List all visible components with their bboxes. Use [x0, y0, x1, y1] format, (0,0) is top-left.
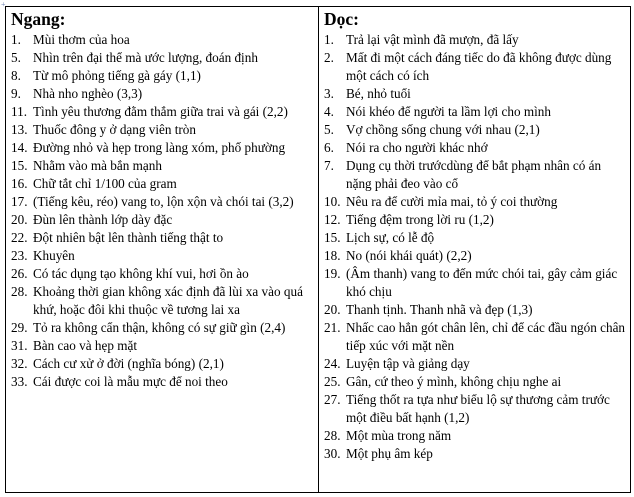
- across-clue-text: Khuyên: [33, 248, 75, 263]
- across-clue-number: 16.: [11, 176, 28, 191]
- down-clue: [324, 121, 630, 139]
- across-clue-number: 17.: [11, 194, 28, 209]
- across-clue-number: 8.: [11, 68, 21, 83]
- down-clue-number: 6.: [324, 140, 334, 155]
- down-clue-number: 15.: [324, 230, 341, 245]
- across-column: [6, 7, 319, 492]
- down-clue-text: Dụng cụ thời trướcdùng để bắt phạm nhân có án nặng phải đeo vào cổ: [346, 158, 602, 191]
- across-clue-number: 33.: [11, 374, 28, 389]
- down-clue: [324, 103, 630, 121]
- crossword-clue-table: [5, 6, 631, 493]
- across-clue-text: Tình yêu thương đằm thắm giữa trai và gái (2,2): [33, 104, 288, 119]
- across-clue: [11, 49, 318, 67]
- across-clue-number: 15.: [11, 158, 28, 173]
- down-clue: [324, 31, 630, 49]
- across-clue: [11, 319, 318, 337]
- across-clue: [11, 139, 318, 157]
- down-clue-number: 7.: [324, 158, 334, 173]
- down-clue-number: 5.: [324, 122, 334, 137]
- down-clue-text: Nêu ra để cười mỉa mai, tỏ ý coi thường: [346, 194, 558, 209]
- down-clue-text: Tiếng đệm trong lời ru (1,2): [346, 212, 494, 227]
- across-clue-number: 14.: [11, 140, 28, 155]
- across-clue-number: 22.: [11, 230, 28, 245]
- down-clue: [324, 355, 630, 373]
- across-heading: Ngang:: [11, 9, 66, 29]
- across-clue: [11, 337, 318, 355]
- across-clue-number: 13.: [11, 122, 28, 137]
- across-clue: [11, 283, 318, 319]
- down-clue: [324, 247, 630, 265]
- across-clue: [11, 67, 318, 85]
- down-clue-text: Gân, cứ theo ý mình, không chịu nghe ai: [346, 374, 562, 389]
- down-clue: [324, 211, 630, 229]
- across-clue-text: Cách cư xử ở đời (nghĩa bóng) (2,1): [33, 356, 224, 371]
- across-clue-text: Tỏ ra không cẩn thận, không có sự giữ gìn (2,4): [33, 320, 286, 335]
- down-clue-text: Nói khéo để người ta lầm lợi cho mình: [346, 104, 551, 119]
- across-clue-text: Bàn cao và hẹp mặt: [33, 338, 137, 353]
- down-clue-number: 10.: [324, 194, 341, 209]
- across-clue-number: 1.: [11, 32, 21, 47]
- down-clue-text: Nói ra cho người khác nhớ: [346, 140, 488, 155]
- down-clue: [324, 391, 630, 427]
- down-clue-text: Thanh tịnh. Thanh nhã và đẹp (1,3): [346, 302, 533, 317]
- across-clue-number: 32.: [11, 356, 28, 371]
- down-clue-number: 25.: [324, 374, 341, 389]
- down-clue-number: 18.: [324, 248, 341, 263]
- down-clue-number: 24.: [324, 356, 341, 371]
- down-clue: [324, 373, 630, 391]
- across-clue: [11, 157, 318, 175]
- down-clue-text: Mất đi một cách đáng tiếc do đã không được dùng một cách có ích: [346, 50, 612, 83]
- down-clue-text: No (nói khái quát) (2,2): [346, 248, 472, 263]
- across-clue-number: 29.: [11, 320, 28, 335]
- down-clue-number: 4.: [324, 104, 334, 119]
- down-clue: [324, 139, 630, 157]
- across-clue-number: 28.: [11, 284, 28, 299]
- down-clue: [324, 427, 630, 445]
- down-clue-text: Vợ chồng sống chung với nhau (2,1): [346, 122, 540, 137]
- down-clue-number: 21.: [324, 320, 341, 335]
- across-clue-text: Từ mô phỏng tiếng gà gáy (1,1): [33, 68, 201, 83]
- down-clue-text: Trả lại vật mình đã mượn, đã lấy: [346, 32, 519, 47]
- down-clue-number: 19.: [324, 266, 341, 281]
- down-clue-number: 20.: [324, 302, 341, 317]
- down-clue-number: 1.: [324, 32, 334, 47]
- across-clue: [11, 373, 318, 391]
- down-clue: [324, 319, 630, 355]
- across-clue-number: 20.: [11, 212, 28, 227]
- across-clue: [11, 85, 318, 103]
- down-clue-number: 2.: [324, 50, 334, 65]
- down-clue-text: Luyện tập và giảng dạy: [346, 356, 470, 371]
- down-clue-text: Tiếng thốt ra tựa như biểu lộ sự thương cảm trước một điều bất hạnh (1,2): [346, 392, 610, 425]
- across-clue-text: Cái được coi là mẫu mực để noi theo: [33, 374, 228, 389]
- across-clue-text: Đường nhỏ và hẹp trong làng xóm, phố phường: [33, 140, 286, 155]
- across-clue-number: 23.: [11, 248, 28, 263]
- across-clue-text: Nhằm vào mà bắn mạnh: [33, 158, 162, 173]
- across-clue-text: Mùi thơm của hoa: [33, 32, 130, 47]
- down-clue: [324, 229, 630, 247]
- down-clue: [324, 301, 630, 319]
- across-clue: [11, 247, 318, 265]
- across-clue: [11, 31, 318, 49]
- down-clue: [324, 85, 630, 103]
- table-move-handle-icon[interactable]: +: [1, 0, 6, 9]
- across-clue-list: [11, 31, 318, 391]
- across-clue-text: Thuốc đông y ở dạng viên tròn: [33, 122, 196, 137]
- across-clue-text: Đột nhiên bật lên thành tiếng thật to: [33, 230, 224, 245]
- down-clue-text: Bé, nhỏ tuổi: [346, 86, 411, 101]
- down-clue: [324, 157, 630, 193]
- across-clue-text: Nhà nho nghèo (3,3): [33, 86, 143, 101]
- down-clue-text: Một mùa trong năm: [346, 428, 452, 443]
- across-clue-text: Đùn lên thành lớp dày đặc: [33, 212, 173, 227]
- down-clue-text: Một phụ âm kép: [346, 446, 433, 461]
- across-clue-text: (Tiếng kêu, réo) vang to, lộn xộn và chói tai (3,2): [33, 194, 294, 209]
- across-clue-number: 31.: [11, 338, 28, 353]
- across-clue: [11, 211, 318, 229]
- down-clue: [324, 265, 630, 301]
- down-column: [319, 7, 630, 492]
- down-heading: Dọc:: [324, 9, 359, 29]
- down-clue: [324, 445, 630, 463]
- down-clue-text: Nhấc cao hẳn gót chân lên, chỉ để các đầu ngón chân tiếp xúc với mặt nền: [346, 320, 626, 353]
- down-clue-number: 27.: [324, 392, 341, 407]
- down-clue-number: 3.: [324, 86, 334, 101]
- across-clue: [11, 355, 318, 373]
- across-clue-text: Khoảng thời gian không xác định đã lùi xa vào quá khứ, hoặc đôi khi thuộc về tương lai xa: [33, 284, 303, 317]
- down-clue-number: 30.: [324, 446, 341, 461]
- down-clue-text: (Âm thanh) vang to đến mức chói tai, gây cảm giác khó chịu: [346, 266, 618, 299]
- across-clue-text: Nhìn trên đại thể mà ước lượng, đoán định: [33, 50, 258, 65]
- across-clue-number: 26.: [11, 266, 28, 281]
- across-clue: [11, 229, 318, 247]
- across-clue: [11, 103, 318, 121]
- across-clue-number: 11.: [11, 104, 27, 119]
- down-clue-text: Lịch sự, có lễ độ: [346, 230, 435, 245]
- down-clue-number: 12.: [324, 212, 341, 227]
- down-clue-list: [324, 31, 630, 463]
- across-clue-number: 5.: [11, 50, 21, 65]
- down-clue: [324, 193, 630, 211]
- across-clue-number: 9.: [11, 86, 21, 101]
- down-clue: [324, 49, 630, 85]
- across-clue: [11, 265, 318, 283]
- across-clue: [11, 175, 318, 193]
- across-clue-text: Chữ tắt chỉ 1/100 của gram: [33, 176, 177, 191]
- across-clue: [11, 121, 318, 139]
- down-clue-number: 28.: [324, 428, 341, 443]
- across-clue: [11, 193, 318, 211]
- across-clue-text: Có tác dụng tạo không khí vui, hơi ồn ào: [33, 266, 249, 281]
